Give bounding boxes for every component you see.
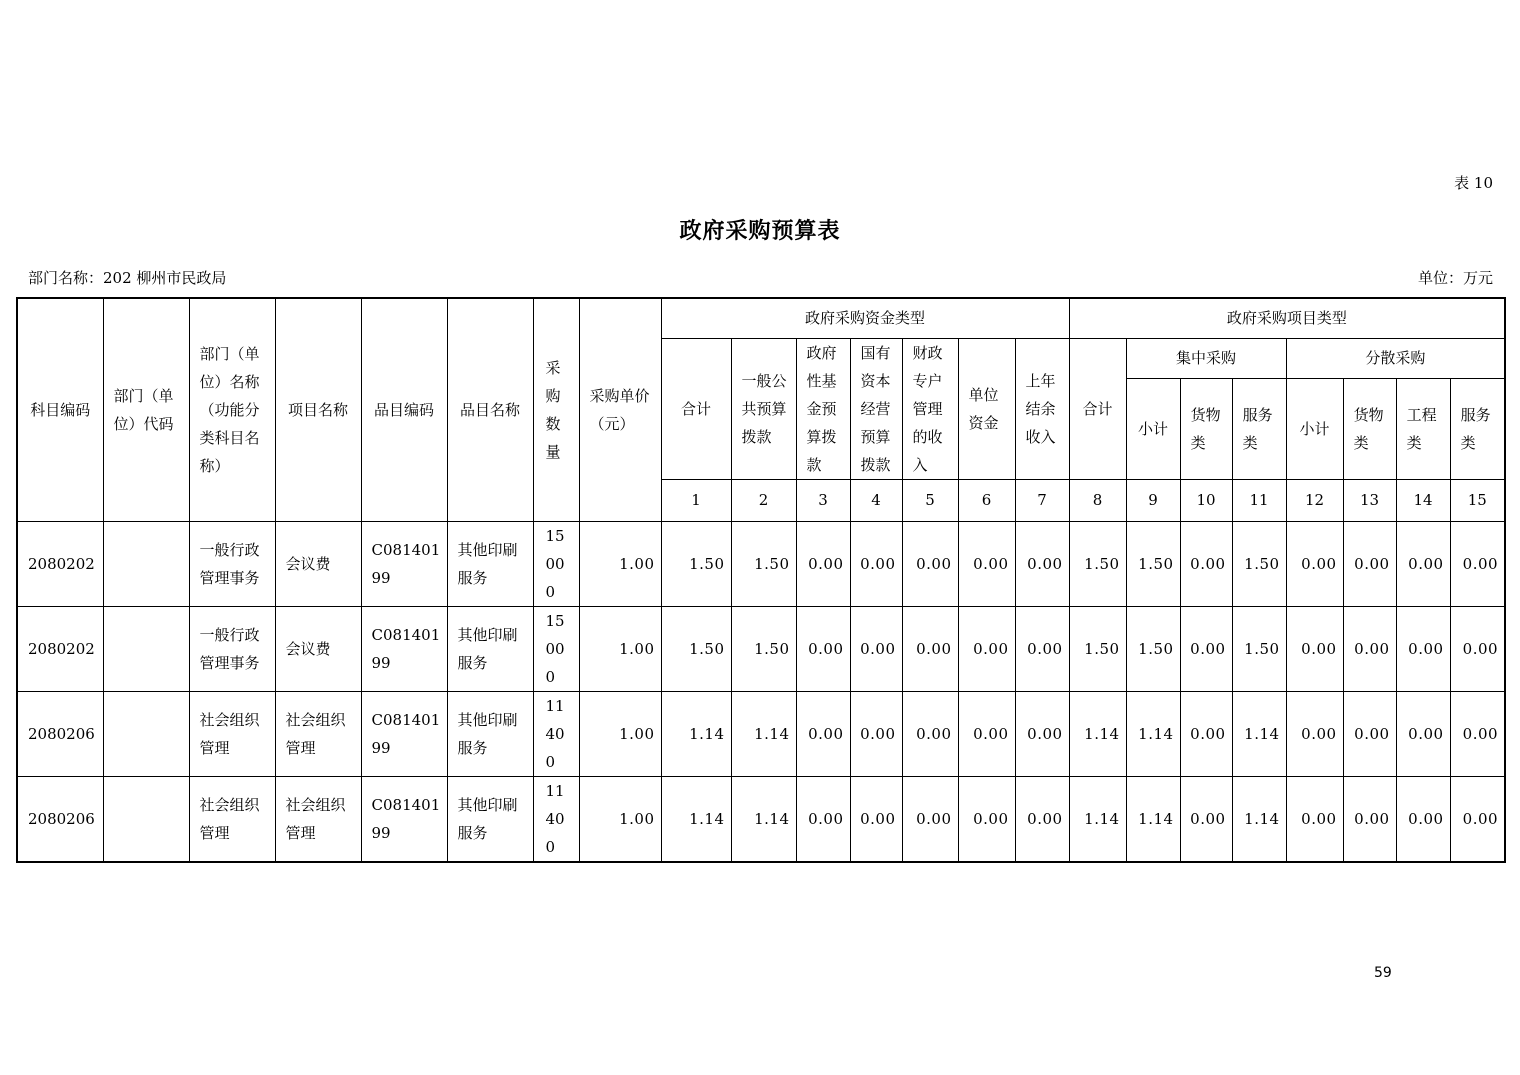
amount-cell: 1.14 xyxy=(731,776,796,862)
amount-cell: 1.50 xyxy=(1232,521,1286,606)
amount-cell: 0.00 xyxy=(902,521,958,606)
department-label: 部门名称：202 柳州市民政局 xyxy=(28,269,227,287)
header-item-code: 品目编码 xyxy=(361,298,447,521)
header-central-service: 服务类 xyxy=(1232,378,1286,479)
item-code-cell: C08140199 xyxy=(361,521,447,606)
column-index: 3 xyxy=(796,479,850,521)
table-number: 表 10 xyxy=(1454,174,1493,192)
quantity-cell: 15000 xyxy=(533,606,579,691)
project-name-cell: 社会组织管理 xyxy=(275,691,361,776)
column-index: 8 xyxy=(1069,479,1126,521)
column-index: 5 xyxy=(902,479,958,521)
header-project-total: 合计 xyxy=(1069,338,1126,479)
header-item-name: 品目名称 xyxy=(447,298,533,521)
item-name-cell: 其他印刷服务 xyxy=(447,691,533,776)
page-number: 59 xyxy=(1374,965,1392,981)
amount-cell: 1.14 xyxy=(1069,776,1126,862)
column-index: 11 xyxy=(1232,479,1286,521)
item-code-cell: C08140199 xyxy=(361,776,447,862)
header-unit-funds: 单位资金 xyxy=(958,338,1015,479)
column-index: 10 xyxy=(1180,479,1232,521)
amount-cell: 1.14 xyxy=(661,691,731,776)
amount-cell: 0.00 xyxy=(1396,691,1450,776)
header-dispersed-subtotal: 小计 xyxy=(1286,378,1343,479)
amount-cell: 0.00 xyxy=(958,776,1015,862)
header-dept-name: 部门（单位）名称（功能分类科目名称） xyxy=(189,298,275,521)
header-dept-code: 部门（单位）代码 xyxy=(103,298,189,521)
amount-cell: 0.00 xyxy=(958,691,1015,776)
column-index: 1 xyxy=(661,479,731,521)
amount-cell: 1.14 xyxy=(1232,691,1286,776)
dept-name-cell: 社会组织管理 xyxy=(189,776,275,862)
amount-cell: 0.00 xyxy=(1396,606,1450,691)
subject-code-cell: 2080206 xyxy=(17,776,103,862)
amount-cell: 0.00 xyxy=(850,521,902,606)
amount-cell: 0.00 xyxy=(796,691,850,776)
item-name-cell: 其他印刷服务 xyxy=(447,521,533,606)
amount-cell: 0.00 xyxy=(902,691,958,776)
header-gov-fund-budget: 政府性基金预算拨款 xyxy=(796,338,850,479)
amount-cell: 0.00 xyxy=(1015,691,1069,776)
amount-cell: 0.00 xyxy=(1286,776,1343,862)
amount-cell: 0.00 xyxy=(1343,606,1396,691)
column-index: 15 xyxy=(1450,479,1505,521)
amount-cell: 0.00 xyxy=(1450,521,1505,606)
amount-cell: 0.00 xyxy=(1286,691,1343,776)
amount-cell: 1.50 xyxy=(731,606,796,691)
amount-cell: 1.14 xyxy=(1126,691,1180,776)
header-central-goods: 货物类 xyxy=(1180,378,1232,479)
amount-cell: 0.00 xyxy=(1450,691,1505,776)
amount-cell: 0.00 xyxy=(1180,776,1232,862)
table-row xyxy=(17,776,1505,862)
unit-price-cell: 1.00 xyxy=(579,606,661,691)
table-row xyxy=(17,606,1505,691)
amount-cell: 1.14 xyxy=(731,691,796,776)
table-body xyxy=(17,521,1505,862)
dept-name-cell: 一般行政管理事务 xyxy=(189,521,275,606)
header-fund-total: 合计 xyxy=(661,338,731,479)
unit-price-cell: 1.00 xyxy=(579,691,661,776)
header-unit-price: 采购单价（元） xyxy=(579,298,661,521)
amount-cell: 0.00 xyxy=(796,776,850,862)
project-name-cell: 社会组织管理 xyxy=(275,776,361,862)
amount-cell: 0.00 xyxy=(1343,776,1396,862)
header-general-public-budget: 一般公共预算拨款 xyxy=(731,338,796,479)
item-code-cell: C08140199 xyxy=(361,606,447,691)
amount-cell: 0.00 xyxy=(958,521,1015,606)
quantity-cell: 15000 xyxy=(533,521,579,606)
amount-cell: 1.50 xyxy=(1069,521,1126,606)
dept-name-cell: 社会组织管理 xyxy=(189,691,275,776)
amount-cell: 1.14 xyxy=(1232,776,1286,862)
header-subject-code: 科目编码 xyxy=(17,298,103,521)
column-index: 6 xyxy=(958,479,1015,521)
column-index: 13 xyxy=(1343,479,1396,521)
column-index: 4 xyxy=(850,479,902,521)
unit-price-cell: 1.00 xyxy=(579,776,661,862)
header-project-name: 项目名称 xyxy=(275,298,361,521)
table-row xyxy=(17,521,1505,606)
amount-cell: 0.00 xyxy=(902,776,958,862)
amount-cell: 1.14 xyxy=(1069,691,1126,776)
amount-cell: 0.00 xyxy=(850,691,902,776)
amount-cell: 0.00 xyxy=(1343,521,1396,606)
procurement-budget-table xyxy=(16,297,1506,863)
amount-cell: 0.00 xyxy=(1450,776,1505,862)
column-index: 9 xyxy=(1126,479,1180,521)
amount-cell: 0.00 xyxy=(1396,521,1450,606)
amount-cell: 0.00 xyxy=(1180,521,1232,606)
column-index: 14 xyxy=(1396,479,1450,521)
header-dispersed-engineering: 工程类 xyxy=(1396,378,1450,479)
amount-cell: 1.50 xyxy=(661,606,731,691)
column-index: 12 xyxy=(1286,479,1343,521)
item-name-cell: 其他印刷服务 xyxy=(447,776,533,862)
amount-cell: 0.00 xyxy=(1286,606,1343,691)
unit-price-cell: 1.00 xyxy=(579,521,661,606)
header-project-type-group: 政府采购项目类型 xyxy=(1069,298,1505,338)
amount-cell: 1.50 xyxy=(731,521,796,606)
project-name-cell: 会议费 xyxy=(275,606,361,691)
amount-cell: 1.14 xyxy=(1126,776,1180,862)
amount-cell: 0.00 xyxy=(1180,606,1232,691)
amount-cell: 1.50 xyxy=(661,521,731,606)
page-title: 政府采购预算表 xyxy=(679,218,841,244)
amount-cell: 0.00 xyxy=(1450,606,1505,691)
header-dispersed-service: 服务类 xyxy=(1450,378,1505,479)
header-central-subtotal: 小计 xyxy=(1126,378,1180,479)
dept-name-cell: 一般行政管理事务 xyxy=(189,606,275,691)
amount-cell: 0.00 xyxy=(958,606,1015,691)
amount-cell: 0.00 xyxy=(1343,691,1396,776)
amount-cell: 1.50 xyxy=(1069,606,1126,691)
subject-code-cell: 2080206 xyxy=(17,691,103,776)
header-prev-year-balance: 上年结余收入 xyxy=(1015,338,1069,479)
column-index: 2 xyxy=(731,479,796,521)
unit-label: 单位：万元 xyxy=(1417,269,1493,287)
amount-cell: 0.00 xyxy=(1015,521,1069,606)
amount-cell: 0.00 xyxy=(1015,776,1069,862)
amount-cell: 0.00 xyxy=(1286,521,1343,606)
item-name-cell: 其他印刷服务 xyxy=(447,606,533,691)
quantity-cell: 11400 xyxy=(533,691,579,776)
table-row xyxy=(17,691,1505,776)
header-fiscal-special-income: 财政专户管理的收入 xyxy=(902,338,958,479)
header-central-procurement: 集中采购 xyxy=(1126,338,1286,378)
amount-cell: 1.50 xyxy=(1126,521,1180,606)
header-fund-type-group: 政府采购资金类型 xyxy=(661,298,1069,338)
header-state-capital-budget: 国有资本经营预算拨款 xyxy=(850,338,902,479)
item-code-cell: C08140199 xyxy=(361,691,447,776)
amount-cell: 0.00 xyxy=(1180,691,1232,776)
amount-cell: 1.14 xyxy=(661,776,731,862)
column-index: 7 xyxy=(1015,479,1069,521)
amount-cell: 1.50 xyxy=(1126,606,1180,691)
header-dispersed-procurement: 分散采购 xyxy=(1286,338,1505,378)
amount-cell: 1.50 xyxy=(1232,606,1286,691)
amount-cell: 0.00 xyxy=(796,521,850,606)
amount-cell: 0.00 xyxy=(902,606,958,691)
header-quantity: 采购数量 xyxy=(533,298,579,521)
amount-cell: 0.00 xyxy=(850,606,902,691)
dept-code-cell xyxy=(103,776,189,862)
amount-cell: 0.00 xyxy=(850,776,902,862)
subject-code-cell: 2080202 xyxy=(17,521,103,606)
dept-code-cell xyxy=(103,606,189,691)
quantity-cell: 11400 xyxy=(533,776,579,862)
amount-cell: 0.00 xyxy=(1396,776,1450,862)
subject-code-cell: 2080202 xyxy=(17,606,103,691)
amount-cell: 0.00 xyxy=(1015,606,1069,691)
project-name-cell: 会议费 xyxy=(275,521,361,606)
dept-code-cell xyxy=(103,521,189,606)
header-dispersed-goods: 货物类 xyxy=(1343,378,1396,479)
amount-cell: 0.00 xyxy=(796,606,850,691)
dept-code-cell xyxy=(103,691,189,776)
